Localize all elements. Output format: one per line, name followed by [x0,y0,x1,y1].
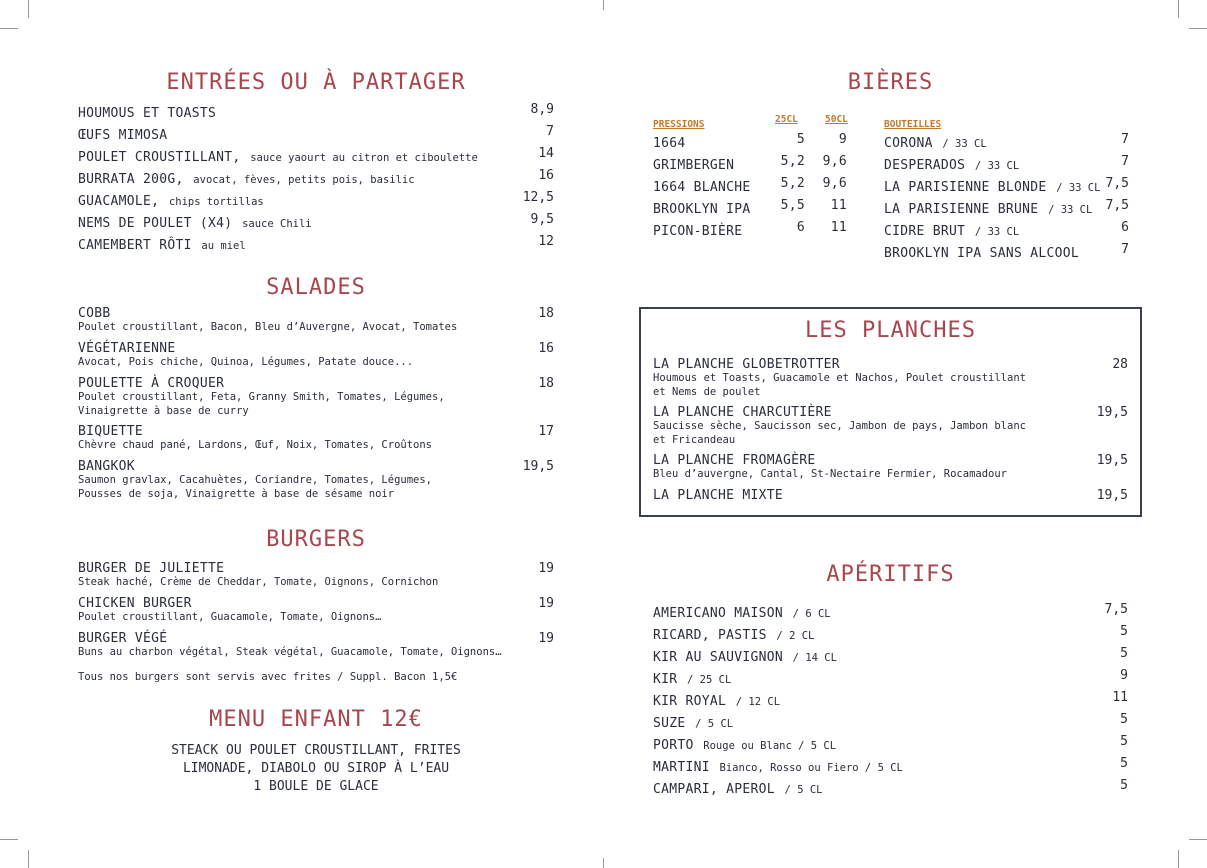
item-desc: Houmous et Toasts, Guacamole et Nachos, Poulet croustillant [653,372,1026,384]
price-25cl: 5,2 [780,154,805,169]
entrees-title: ENTRÉES OU À PARTAGER [166,70,466,95]
beer-name: LA PARISIENNE BRUNE [884,202,1039,217]
item-name: SUZE [653,716,686,731]
item-price: 5 [1120,712,1128,727]
price-50cl: 9 [838,132,847,147]
price-50cl: 9,6 [822,176,847,191]
item-name: BANGKOK [78,459,135,474]
item-desc: Bleu d’auvergne, Cantal, St-Nectaire Fermier, Rocamadour [653,468,1008,480]
item-name: CAMEMBERT RÔTI [78,238,192,253]
menu-item [78,561,554,596]
price-25cl: 6 [796,220,805,235]
item-price: 7,5 [1104,602,1128,617]
item-price: 17 [538,424,554,439]
beer-name: CIDRE BRUT [884,224,966,239]
item-desc: Pousses de soja, Vinaigrette à base de sésame noir [78,487,395,500]
salades-title: SALADES [266,275,366,300]
aperitifs-list [653,602,1128,800]
item-price: 12 [538,234,554,249]
item-sub: / 25 CL [687,674,732,686]
menu-item [78,234,554,256]
item-name: GUACAMOLE, [78,194,160,209]
menu-item [653,690,1128,712]
item-desc: chips tortillas [168,196,264,208]
beer-price: 7,5 [1105,176,1129,191]
bouteille-row [884,132,1129,154]
item-desc: Steak haché, Crème de Cheddar, Tomate, Oignons, Cornichon [78,576,439,588]
price-50cl: 9,6 [822,154,847,169]
pressions-header [653,112,853,132]
beer-name: PICON-BIÈRE [653,224,743,239]
item-price: 14 [538,146,554,161]
entrees-list [78,102,554,256]
enfant-lines [78,742,554,796]
item-price: 19,5 [1096,405,1128,420]
beer-price: 7 [1121,242,1129,257]
price-25cl: 5,5 [780,198,805,213]
beer-name: LA PARISIENNE BLONDE [884,180,1047,195]
menu-item [78,376,554,424]
menu-item [653,488,1128,510]
bieres-title: BIÈRES [847,70,934,95]
item-price: 18 [538,306,554,321]
item-price: 12,5 [522,190,554,205]
item-sub: / 2 CL [776,630,815,642]
price-50cl: 11 [830,220,847,235]
menu-item [653,453,1128,488]
item-desc: Buns au charbon végétal, Steak végétal, Guacamole, Tomate, Oignons… [78,646,502,658]
item-name: BURGER VÉGÉ [78,631,168,646]
item-name: ŒUFS MIMOSA [78,128,168,143]
item-desc: Poulet croustillant, Bacon, Bleu d’Auvergne, Avocat, Tomates [78,321,458,333]
price-25cl: 5 [796,132,805,147]
beer-price: 7 [1121,154,1129,169]
item-sub: / 5 CL [784,784,823,796]
menu-item [653,624,1128,646]
item-name: BURGER DE JULIETTE [78,561,225,576]
crop-mark [1178,850,1179,868]
item-name: PORTO [653,738,694,753]
item-price: 18 [538,376,554,391]
item-price: 9 [1120,668,1128,683]
item-desc: Avocat, Pois chiche, Quinoa, Légumes, Patate douce... [78,356,414,368]
enfant-title: MENU ENFANT 12€ [209,707,423,732]
bouteille-row [884,220,1129,242]
item-name: POULET CROUSTILLANT, [78,150,241,165]
crop-mark [28,850,29,868]
item-name: LA PLANCHE FROMAGÈRE [653,453,816,468]
burgers-list [78,561,554,685]
price-25cl: 5,2 [780,176,805,191]
item-price: 28 [1112,357,1128,372]
menu-item [78,631,554,671]
crop-mark [1189,839,1207,840]
bouteilles-head: BOUTEILLES [884,119,942,130]
item-sub: / 5 CL [695,718,734,730]
item-price: 5 [1120,756,1128,771]
beer-price: 7 [1121,132,1129,147]
item-name: NEMS DE POULET (X4) [78,216,233,231]
bouteille-row [884,176,1129,198]
bouteille-row [884,154,1129,176]
item-name: KIR AU SAUVIGNON [653,650,784,665]
beer-name: CORONA [884,136,933,151]
menu-item [653,357,1128,405]
beer-price: 7,5 [1105,198,1129,213]
item-desc: et Nems de poulet [653,385,761,398]
item-desc: avocat, fèves, petits pois, basilic [193,174,415,186]
crop-mark [603,858,604,868]
crop-mark [1189,28,1207,29]
item-desc: sauce yaourt au citron et ciboulette [250,152,478,164]
menu-item [653,602,1128,624]
item-price: 11 [1112,690,1128,705]
beer-name: GRIMBERGEN [653,158,735,173]
crop-mark [0,839,18,840]
item-price: 9,5 [530,212,554,227]
item-price: 19 [538,596,554,611]
item-price: 5 [1120,734,1128,749]
item-sub: / 6 CL [792,608,831,620]
item-price: 5 [1120,778,1128,793]
beer-volume: / 33 CL [1056,182,1101,194]
col-25cl: 25CL [775,114,798,125]
price-50cl: 11 [830,198,847,213]
menu-item [653,646,1128,668]
item-price: 19,5 [1096,453,1128,468]
pression-row [653,132,853,154]
planches-list [653,357,1128,510]
crop-mark [0,28,18,29]
crop-mark [603,0,604,10]
menu-item [78,306,554,341]
bouteille-row [884,242,1129,264]
item-desc: sauce Chili [242,218,312,230]
col-50cl: 50CL [825,114,848,125]
item-desc: Poulet croustillant, Guacamole, Tomate, Oignons… [78,611,382,623]
item-price: 7 [546,124,554,139]
item-price: 19,5 [1096,488,1128,503]
beer-price: 6 [1121,220,1129,235]
bouteilles-header [884,112,1129,132]
enfant-line: 1 BOULE DE GLACE [253,779,379,794]
item-name: LA PLANCHE GLOBETROTTER [653,357,840,372]
beer-volume: / 33 CL [1048,204,1093,216]
item-name: HOUMOUS ET TOASTS [78,106,217,121]
beer-name: DESPERADOS [884,158,966,173]
item-sub: Bianco, Rosso ou Fiero / 5 CL [719,762,903,774]
item-name: MARTINI [653,760,710,775]
menu-item [78,124,554,146]
menu-item [653,756,1128,778]
salades-list [78,306,554,507]
item-price: 16 [538,168,554,183]
item-name: AMERICANO MAISON [653,606,784,621]
item-desc: Chèvre chaud pané, Lardons, Œuf, Noix, Tomates, Croûtons [78,439,433,451]
beer-name: BROOKLYN IPA [653,202,751,217]
item-name: LA PLANCHE CHARCUTIÈRE [653,405,832,420]
item-sub: Rouge ou Blanc / 5 CL [703,740,837,752]
menu-item [78,168,554,190]
beer-volume: / 33 CL [942,138,987,150]
enfant-line: STEACK OU POULET CROUSTILLANT, FRITES [171,743,461,758]
item-desc: Poulet croustillant, Feta, Granny Smith, Tomates, Légumes, [78,391,445,403]
pression-row [653,220,853,242]
item-price: 19,5 [522,459,554,474]
menu-item [653,778,1128,800]
item-name: BURRATA 200G, [78,172,184,187]
item-price: 8,9 [530,102,554,117]
bouteilles-table [884,112,1129,264]
menu-item [653,712,1128,734]
pression-row [653,198,853,220]
enfant-line: LIMONADE, DIABOLO OU SIROP À L’EAU [182,761,450,776]
pression-row [653,154,853,176]
item-desc: Saumon gravlax, Cacahuètes, Coriandre, Tomates, Légumes, [78,474,433,486]
item-name: VÉGÉTARIENNE [78,341,176,356]
pression-row [653,176,853,198]
burgers-note: Tous nos burgers sont servis avec frites / Suppl. Bacon 1,5€ [78,671,458,683]
beer-name: 1664 BLANCHE [653,180,751,195]
menu-item [653,405,1128,453]
item-desc: Saucisse sèche, Saucisson sec, Jambon de pays, Jambon blanc [653,420,1026,432]
menu-item [653,668,1128,690]
menu-item [78,102,554,124]
menu-item [78,459,554,507]
pressions-head: PRESSIONS [653,119,705,130]
item-name: CAMPARI, APEROL [653,782,775,797]
item-name: KIR [653,672,678,687]
item-desc: Vinaigrette à base de curry [78,404,249,417]
menu-item [78,190,554,212]
menu-item [78,212,554,234]
crop-mark [28,0,29,18]
menu-item [653,734,1128,756]
pressions-table [653,112,853,242]
item-name: BIQUETTE [78,424,144,439]
item-sub: / 12 CL [735,696,781,708]
beer-name: BROOKLYN IPA SANS ALCOOL [884,246,1080,261]
burgers-title: BURGERS [266,527,366,552]
item-price: 5 [1120,624,1128,639]
item-price: 19 [538,561,554,576]
beer-volume: / 33 CL [974,226,1020,238]
item-name: LA PLANCHE MIXTE [653,488,784,503]
item-name: CHICKEN BURGER [78,596,192,611]
planches-title: LES PLANCHES [805,318,976,343]
item-desc: et Fricandeau [653,433,736,446]
menu-item [78,424,554,459]
item-price: 16 [538,341,554,356]
menu-item [78,341,554,376]
crop-mark [1178,0,1179,18]
item-name: RICARD, PASTIS [653,628,767,643]
item-name: POULETTE À CROQUER [78,376,225,391]
aperitifs-title: APÉRITIFS [826,562,955,587]
item-desc: au miel [201,240,246,252]
item-sub: / 14 CL [792,652,837,664]
bouteille-row [884,198,1129,220]
item-name: KIR ROYAL [653,694,727,709]
menu-item [78,596,554,631]
item-price: 5 [1120,646,1128,661]
item-price: 19 [538,631,554,646]
beer-volume: / 33 CL [974,160,1020,172]
beer-name: 1664 [653,136,686,151]
item-name: COBB [78,306,111,321]
menu-item [78,146,554,168]
